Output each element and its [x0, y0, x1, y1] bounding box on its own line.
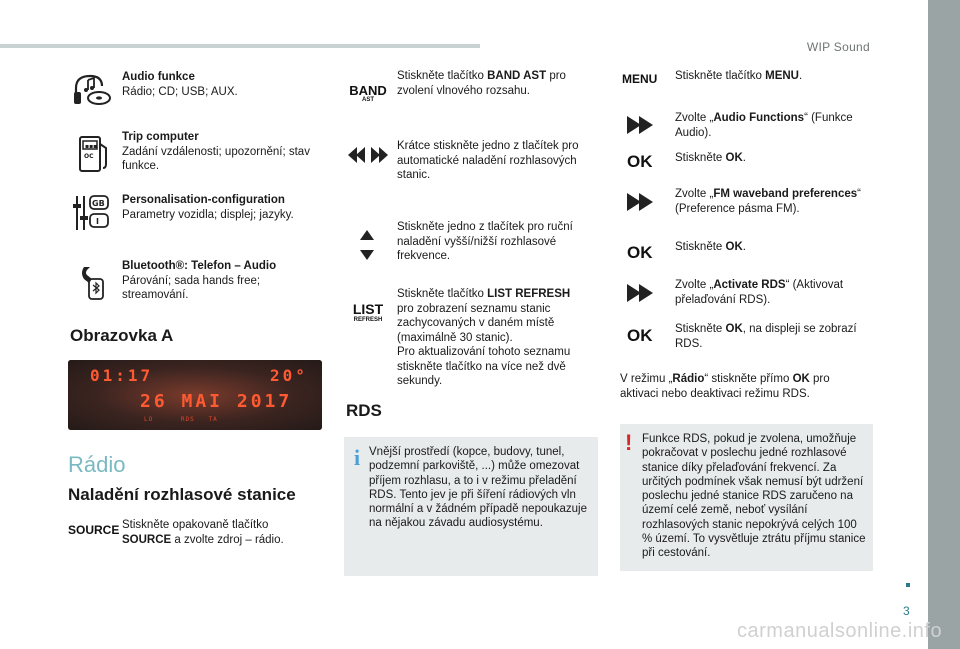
personalisation-title: Personalisation-configuration	[122, 194, 285, 206]
display-indicators: LO RDS TA	[144, 416, 218, 423]
radio-mode-instruction	[620, 372, 860, 401]
radio-mode-d: OK	[792, 373, 810, 385]
step-3	[675, 151, 870, 166]
step-4	[675, 187, 875, 216]
source-text-a: Stiskněte opakovaně tlačítko	[122, 519, 269, 531]
svg-text:GB: GB	[92, 199, 105, 208]
step-1-b: MENU	[765, 70, 799, 82]
ok-button-icon: OK	[627, 243, 653, 262]
section-title: WIP Sound	[806, 40, 870, 54]
svg-text:OC: OC	[84, 153, 94, 160]
seek-arrows-icon	[348, 147, 388, 163]
personalisation-icon	[72, 192, 112, 234]
warning-icon: !	[625, 430, 633, 455]
forward-arrows-icon	[627, 116, 655, 134]
step-2	[675, 111, 870, 140]
forward-arrows-icon	[627, 193, 655, 211]
ast-label: AST	[362, 97, 374, 103]
step-4-a: Zvolte „	[675, 188, 714, 200]
watermark: carmanualsonline.info	[737, 620, 943, 642]
band-instruction	[397, 69, 592, 98]
tuning-heading: Naladění rozhlasové stanice	[68, 485, 296, 504]
menu-button-icon: MENU	[622, 72, 658, 86]
step-5-b: OK	[725, 241, 743, 253]
step-5-a: Stiskněte	[675, 241, 726, 253]
radio-mode-e: pro aktivaci nebo deaktivaci režimu RDS.	[620, 373, 830, 400]
radio-mode-c: “ stiskněte přímo	[704, 373, 793, 385]
step-4-c: “ (Preference pásma FM).	[675, 188, 861, 215]
display-date: 26 MAI 2017	[140, 391, 293, 412]
source-text-bold: SOURCE	[122, 533, 172, 546]
step-6-b: Activate RDS	[713, 279, 786, 291]
step-3-a: Stiskněte	[675, 152, 726, 164]
step-7-b: OK	[725, 323, 743, 335]
rds-heading: RDS	[346, 401, 382, 420]
screen-a-display	[68, 360, 322, 430]
manual-tune-instruction: Stiskněte jedno z tlačítek pro ruční naladění vyšší/nižší rozhlasové frekvence.	[397, 221, 573, 262]
audio-functions-block	[122, 70, 312, 99]
display-time: 01:17	[90, 366, 154, 385]
step-6	[675, 278, 870, 307]
svg-text:I: I	[96, 217, 99, 226]
bluetooth-title: Bluetooth®: Telefon – Audio	[122, 260, 277, 272]
ok-button-icon: OK	[627, 152, 653, 171]
info-note	[344, 437, 598, 576]
trip-computer-icon	[78, 134, 112, 174]
band-label: BAND	[349, 83, 387, 98]
forward-arrows-icon	[627, 284, 655, 302]
info-icon: i	[354, 445, 361, 470]
side-bar	[928, 0, 960, 649]
step-2-b: Audio Functions	[713, 112, 805, 124]
trip-computer-title: Trip computer	[122, 131, 199, 143]
warning-note-text: Funkce RDS, pokud je zvolena, umožňuje pokračovat v poslechu jedné rozhlasové stanice díky přelaďování frekvencí. Za určitých podmínek však nemusí být udržení poslechu jedné stanice RDS zaručeno na území celé země, neboť vysílání rozhlasových stanic nepokrývá celých 100 % území. To vysvětluje ztrátu příjmu stanice při cestování.	[642, 433, 866, 560]
seek-instruction: Krátce stiskněte jedno z tlačítek pro automatické naladění rozhlasových stanic.	[397, 140, 579, 181]
list-text-c: Pro aktualizování tohoto seznamu stiskněte tlačítko na více než dvě sekundy.	[397, 346, 571, 387]
header-rule	[0, 44, 480, 48]
step-6-c: “ (Aktivovat přelaďování RDS).	[675, 279, 844, 306]
step-7-a: Stiskněte	[675, 323, 726, 335]
radio-mode-a: V režimu „	[620, 373, 673, 385]
step-7	[675, 322, 870, 351]
step-3-c: .	[742, 152, 746, 164]
band-text-b: pro zvolení vlnového rozsahu.	[397, 70, 566, 97]
source-instruction	[122, 518, 312, 547]
step-6-a: Zvolte „	[675, 279, 714, 291]
source-button-icon: SOURCE	[68, 523, 120, 537]
step-1-a: Stiskněte tlačítko	[675, 70, 766, 82]
bluetooth-text: Párování; sada hands free; streamování.	[122, 274, 261, 301]
personalisation-block	[122, 193, 317, 222]
page-dot	[906, 583, 910, 587]
audio-functions-icon	[72, 70, 112, 108]
display-temperature: 20°	[270, 366, 308, 385]
trip-computer-block	[122, 130, 312, 174]
personalisation-text: Parametry vozidla; displej; jazyky.	[122, 208, 294, 221]
bluetooth-block	[122, 259, 312, 303]
radio-mode-b: Rádio	[672, 373, 705, 385]
page-number: 3	[903, 604, 910, 618]
list-text-bold: LIST REFRESH	[487, 288, 571, 300]
warning-note	[620, 424, 873, 571]
svg-text:▪▪▪: ▪▪▪	[85, 143, 98, 150]
screen-a-heading: Obrazovka A	[70, 326, 174, 345]
step-7-c: , na displeji se zobrazí RDS.	[675, 323, 857, 350]
list-text-b: pro zobrazení seznamu stanic zachycovaných v daném místě (maximálně 30 stanic).	[397, 302, 555, 344]
step-4-b: FM waveband preferences	[713, 188, 858, 200]
band-text-bold: BAND AST	[487, 70, 547, 82]
list-label: LIST	[352, 301, 384, 317]
ok-button-icon: OK	[627, 326, 653, 345]
step-1-c: .	[799, 70, 803, 82]
list-refresh-button-icon	[344, 302, 392, 324]
bluetooth-phone-icon	[78, 263, 108, 301]
step-5	[675, 240, 870, 255]
source-text-b: a zvolte zdroj – rádio.	[171, 533, 284, 546]
up-down-arrows-icon	[360, 230, 374, 260]
band-text-a: Stiskněte tlačítko	[397, 70, 488, 82]
info-note-text: Vnější prostředí (kopce, budovy, tunel, podzemní parkoviště, ...) může omezovat příjem rozhlasu, a to i v režimu přeladění RDS. Tento jev je při šíření rádiových vln normální a v žádném případě nepoukazuje na nějakou závadu audiosystému.	[369, 446, 588, 530]
step-5-c: .	[742, 241, 746, 253]
step-2-c: “ (Funkce Audio).	[675, 112, 853, 139]
list-refresh-instruction	[397, 287, 589, 389]
audio-functions-text: Rádio; CD; USB; AUX.	[122, 85, 238, 98]
step-2-a: Zvolte „	[675, 112, 714, 124]
step-1	[675, 69, 870, 84]
list-text-a: Stiskněte tlačítko	[397, 288, 488, 300]
radio-heading: Rádio	[68, 452, 126, 477]
audio-functions-title: Audio funkce	[122, 71, 195, 83]
step-3-b: OK	[725, 152, 743, 164]
band-ast-button-icon	[346, 84, 390, 104]
refresh-label: REFRESH	[353, 317, 383, 323]
trip-computer-text: Zadání vzdálenosti; upozornění; stav funkce.	[122, 145, 310, 172]
